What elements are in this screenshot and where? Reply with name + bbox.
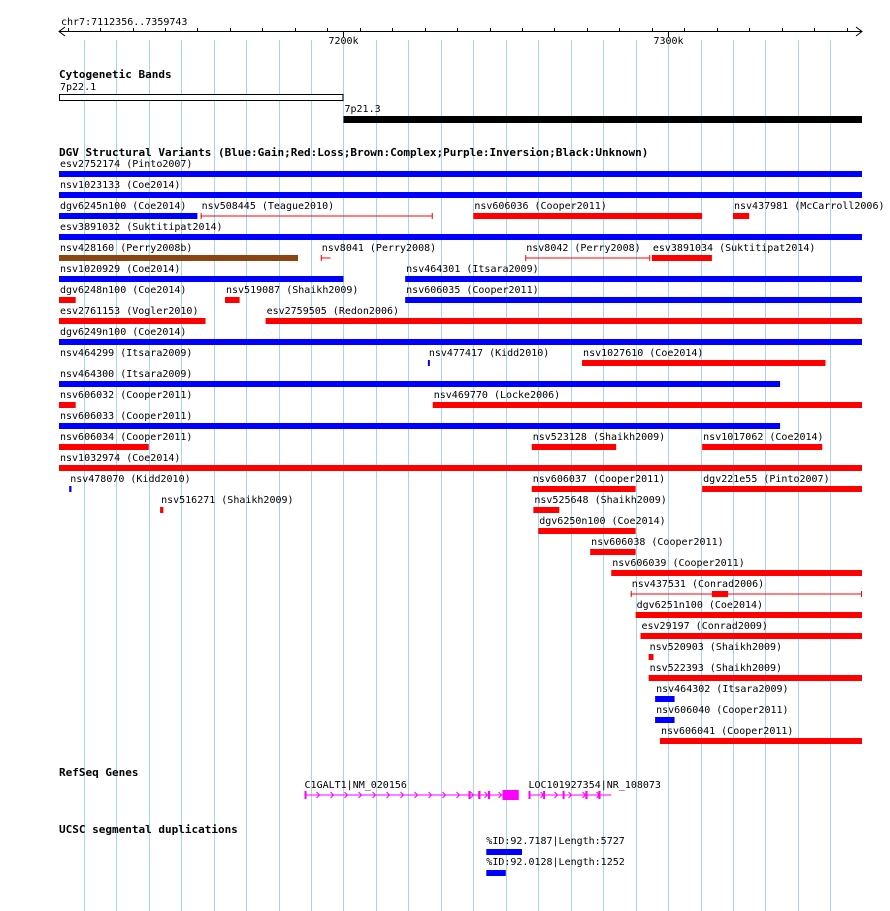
variant-label: nsv478070 (Kidd2010) [70,474,191,485]
dgv-title: DGV Structural Variants (Blue:Gain;Red:Loss;Brown:Complex;Purple:Inversion;Black:Unknown) [59,146,649,159]
variant-label: dgv6251n100 (Coe2014) [636,600,764,611]
variant-label: nsv464302 (Itsara2009) [656,684,789,695]
variant-label: nsv1027610 (Coe2014) [583,348,704,359]
variant-bar [636,612,862,618]
variant-bar [649,675,862,681]
variant-label: nsv606036 (Cooper2011) [474,201,607,212]
variant-label: nsv464299 (Itsara2009) [60,348,193,359]
variant-bar [649,654,654,660]
variant-bar [59,171,862,177]
variant-bar [533,507,559,513]
variant-bar [160,507,163,513]
cytobands-title: Cytogenetic Bands [59,68,172,81]
variant-label: nsv519087 (Shaikh2009) [226,285,359,296]
variant-bar [640,633,862,639]
variant-bar [266,318,862,324]
variant-bar [59,339,862,345]
dgv-structural-variants-track [59,146,885,744]
variant-bar [59,423,780,429]
gene-exon [585,791,587,799]
gene-exon [503,790,519,800]
variant-label: nsv1032974 (Coe2014) [60,453,181,464]
variant-bar [712,591,728,597]
variant-label: nsv1017062 (Coe2014) [703,432,824,443]
variant-bar [59,276,343,282]
variant-label: nsv464301 (Itsara2009) [406,264,539,275]
variant-bar [59,255,298,261]
variant-label: nsv508445 (Teague2010) [201,201,335,212]
variant-bar [225,297,240,303]
gene-exon [468,791,470,799]
gene-label: LOC101927354|NR_108073 [528,780,661,791]
refseq-title: RefSeq Genes [59,766,139,779]
variant-bar [611,570,862,576]
variant-label: esv2752174 (Pinto2007) [60,159,193,170]
segdup-bar [486,870,505,876]
variant-bar [59,381,780,387]
variant-bar [433,402,862,408]
variant-label: esv2761153 (Vogler2010) [60,306,199,317]
variant-bar [702,486,862,492]
variant-bar [655,717,674,723]
variant-bar [538,528,635,534]
variant-label: nsv1020929 (Coe2014) [60,264,181,275]
variant-bar [59,402,76,408]
variant-label: nsv469770 (Locke2006) [433,390,561,401]
position-ruler [59,17,862,47]
variant-label: nsv523128 (Shaikh2009) [532,432,666,443]
gene-exon [478,791,480,799]
variant-bar [59,192,862,198]
variant-label: nsv606039 (Cooper2011) [612,558,745,569]
variant-bar [532,486,636,492]
variant-bar [405,276,862,282]
gene-label: C1GALT1|NM_020156 [304,780,407,791]
variant-label: nsv606035 (Cooper2011) [406,285,539,296]
variant-label: esv2759505 (Redon2006) [266,306,400,317]
variant-bar [532,444,616,450]
segdups-title: UCSC segmental duplications [59,823,238,836]
variant-bar [405,297,862,303]
segdup-label: %ID:92.0128|Length:1252 [486,857,625,868]
cytoband-block [60,95,343,101]
variant-bar [702,444,822,450]
variant-label: nsv8042 (Perry2008) [526,243,641,254]
variant-bar [59,444,149,450]
variant-label: nsv606033 (Cooper2011) [60,411,193,422]
gene-exon [305,791,307,799]
gene-exon [563,791,565,799]
variant-label: dgv6248n100 (Coe2014) [60,285,187,296]
variant-label: nsv525648 (Shaikh2009) [534,495,667,506]
variant-bar [652,255,712,261]
variant-label: nsv1023133 (Coe2014) [60,180,181,191]
region-label: chr7:7112356..7359743 [61,17,188,28]
gene-exon [543,791,545,799]
gene-exon [488,791,490,799]
ruler-tick-label: 7200k [328,36,359,47]
variant-label: nsv8041 (Perry2008) [321,243,437,254]
cytoband-block [344,117,862,123]
variant-label: nsv428160 (Perry2008b) [60,243,193,254]
ruler-tick-label: 7300k [653,36,684,47]
variant-label: nsv606041 (Cooper2011) [660,726,794,737]
variant-bar [590,549,635,555]
variant-label: dgv6250n100 (Coe2014) [539,516,666,527]
gene-exon [598,791,600,799]
variant-label: dgv221e55 (Pinto2007) [703,474,830,485]
variant-label: nsv477417 (Kidd2010) [428,348,550,359]
segdup-label: %ID:92.7187|Length:5727 [486,836,625,847]
variant-label: nsv437981 (McCarroll2006) [733,201,885,212]
variant-bar [69,486,71,492]
variant-bar [428,360,430,366]
variant-label: dgv6245n100 (Coe2014) [60,201,187,212]
segmental-duplications-track [59,823,625,876]
variant-label: nsv606032 (Cooper2011) [60,390,193,401]
variant-label: nsv606038 (Cooper2011) [591,537,724,548]
variant-label: nsv516271 (Shaikh2009) [161,495,294,506]
variant-bar [59,465,862,471]
variant-label: nsv606040 (Cooper2011) [656,705,789,716]
cytoband-label: 7p22.1 [60,82,97,93]
variant-bar [582,360,825,366]
cytogenetic-bands-track [59,68,862,123]
variant-bar [59,318,206,324]
variant-bar [473,213,702,219]
variant-bar [660,738,862,744]
variant-label: nsv606037 (Cooper2011) [532,474,666,485]
variant-bar [59,234,862,240]
variant-label: esv29197 (Conrad2009) [641,621,768,632]
variant-label: esv3891032 (Suktitipat2014) [60,222,223,233]
variant-label: nsv520903 (Shaikh2009) [649,642,783,653]
variant-label: esv3891034 (Suktitipat2014) [652,243,816,254]
variant-label: dgv6249n100 (Coe2014) [60,327,187,338]
gene-exon [529,791,531,799]
variant-label: nsv437531 (Conrad2006) [631,579,765,590]
variant-bar [59,297,76,303]
segdup-bar [486,849,522,855]
cytoband-label: 7p21.3 [344,104,381,115]
variant-bar [59,213,197,219]
variant-bar [733,213,749,219]
variant-label: nsv522393 (Shaikh2009) [649,663,783,674]
variant-label: nsv464300 (Itsara2009) [60,369,193,380]
variant-bar [655,696,674,702]
variant-label: nsv606034 (Cooper2011) [60,432,193,443]
